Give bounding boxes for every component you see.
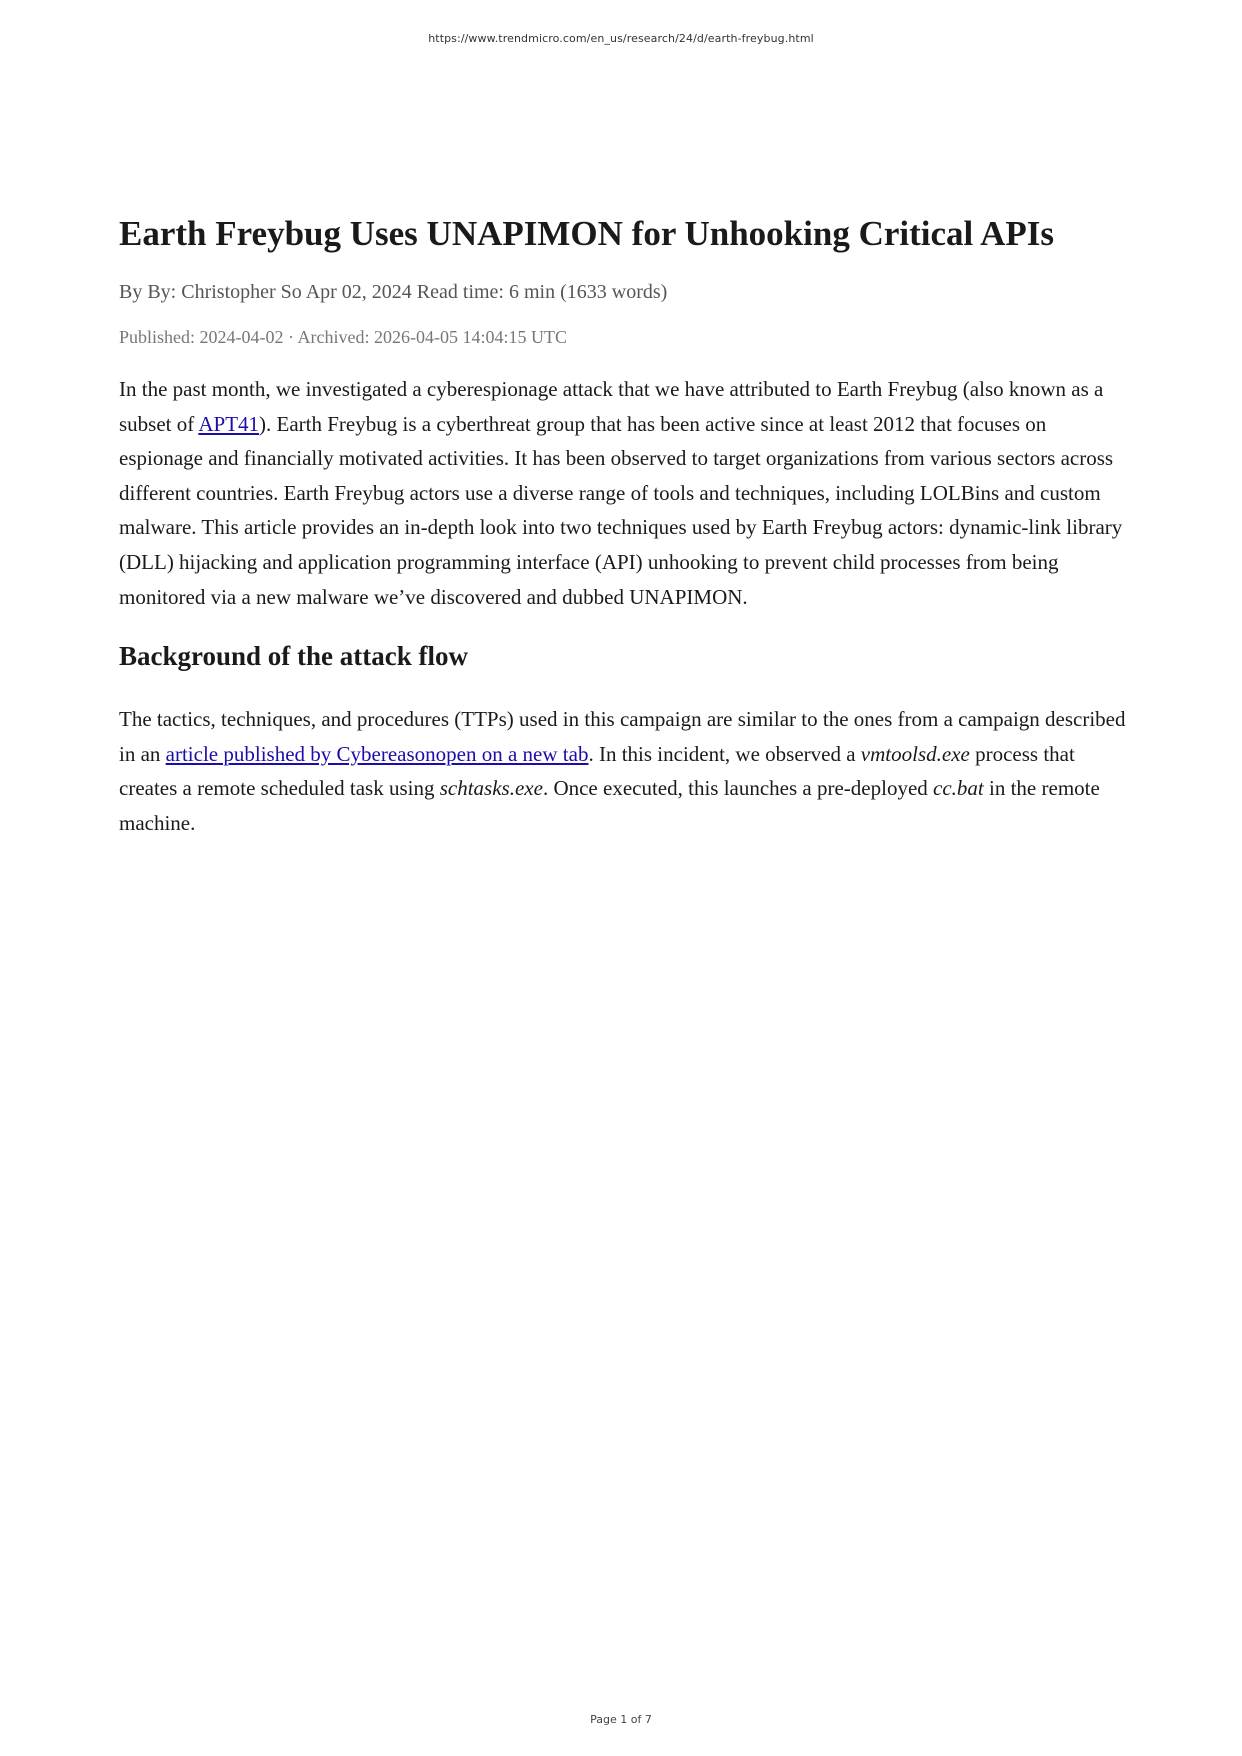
apt41-link[interactable]: APT41 [198,411,260,436]
ccbat-filename: cc.bat [933,776,984,801]
intro-text-2: ). Earth Freybug is a cyberthreat group that has been active since at least 2012 that focuses on espionage and financially motivated activities. It has been observed to target organizations from various sectors across different countries. Earth Freybug actors use a diverse range of tools and techniques, including LOLBins and custom malware. This article provides an in-depth look into two techniques used by Earth Freybug actors: dynamic-link library (DLL) hijacking and application programming interface (API) unhooking to prevent child processes from being monitored via a new malware we’ve discovered and dubbed UNAPIMON. [119,411,1123,609]
cybereason-article-link[interactable]: article published by Cybereasonopen on a new tab [165,741,589,766]
page-number-footer: Page 1 of 7 [590,1713,652,1726]
article [119,212,1129,841]
section-text-4: . Once executed, this launches a pre-deployed [542,776,934,801]
section-text-1: The tactics, techniques, and procedures (TTPs) used in this campaign are similar to the ones from a campaign described in an [119,707,1126,766]
article-title: Earth Freybug Uses UNAPIMON for Unhooking Critical APIs [119,214,1054,253]
section-heading: Background of the attack flow [119,641,469,672]
section-text-5: in the remote machine. [119,776,1100,835]
intro-paragraph [119,372,1129,614]
section-paragraph [119,702,1129,840]
page-url-header: https://www.trendmicro.com/en_us/research/24/d/earth-freybug.html [428,32,814,45]
archive-metadata: Published: 2024-04-02 · Archived: 2026-04-05 14:04:15 UTC [119,327,567,347]
schtasks-filename: schtasks.exe [439,776,543,801]
section-text-2: . In this incident, we observed a [588,741,861,766]
intro-text-1: In the past month, we investigated a cyberespionage attack that we have attributed to Earth Freybug (also known as a subset of [119,377,1104,436]
section-text-3: process that creates a remote scheduled task using [119,741,1075,801]
article-byline: By By: Christopher So Apr 02, 2024 Read time: 6 min (1633 words) [119,281,668,303]
vmtoolsd-filename: vmtoolsd.exe [860,741,970,766]
